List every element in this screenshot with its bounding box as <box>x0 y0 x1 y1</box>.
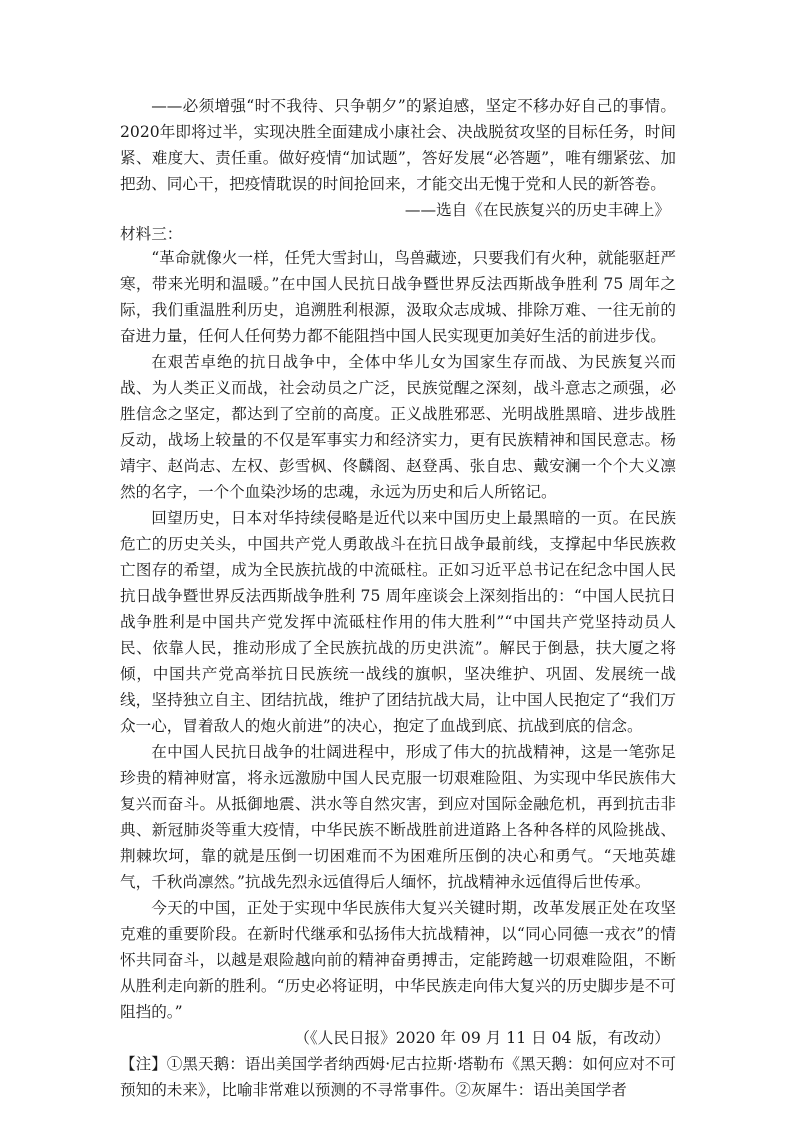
material-three-paragraph-2: 在艰苦卓绝的抗日战争中，全体中华儿女为国家生存而战、为民族复兴而战、为人类正义而战，社会动员之广泛，民族觉醒之深刻，战斗意志之顽强，必胜信念之坚定，都达到了空前的高度。正义战胜邪恶、光明战胜黑暗、进步战胜反动，战场上较量的不仅是军事实力和经济实力，更有民族精神和国民意志。杨靖宇、赵尚志、左权、彭雪枫、佟麟阁、赵登禹、张自忠、戴安澜一个个大义凛然的名字，一个个血染沙场的忠魂，永远为历史和后人所铭记。 <box>120 353 676 501</box>
material-three-source: （《人民日报》2020 年 09 月 11 日 04 版，有改动） <box>294 1029 670 1047</box>
material-three-label: 材料三： <box>120 225 183 243</box>
material-three-paragraph-5: 今天的中国，正处于实现中华民族伟大复兴关键时期，改革发展正处在攻坚克难的重要阶段。在新时代继承和弘扬伟大抗战精神，以“同心同德一戎衣”的情怀共同奋斗，以越是艰险越向前的精神奋勇搏击，定能跨越一切艰难险阻，不断从胜利走向新的胜利。“历史必将证明，中华民族走向伟大复兴的历史脚步是不可阻挡的。” <box>120 899 676 1021</box>
material-two-source: ——选自《在民族复兴的历史丰碑上》 <box>404 201 670 219</box>
material-three-paragraph-1: “革命就像火一样，任凭大雪封山，鸟兽藏迹，只要我们有火种，就能驱赶严寒，带来光明和温暖。”在中国人民抗日战争暨世界反法西斯战争胜利 75 周年之际，我们重温胜利历史，追溯胜利根源，汲取众志成城、排除万难、一往无前的奋进力量，任何人任何势力都不能阻挡中国人民实现更加美好生活的前进步伐。 <box>120 249 676 345</box>
material-two-closing-paragraph: ——必须增强“时不我待、只争朝夕”的紧迫感，坚定不移办好自己的事情。2020年即将过半，实现决胜全面建成小康社会、决战脱贫攻坚的目标任务，时间紧、难度大、责任重。做好疫情“加试题”，答好发展“必答题”，唯有绷紧弦、加把劲、同心干，把疫情耽误的时间抢回来，才能交出无愧于党和人民的新答卷。 <box>120 97 676 193</box>
material-three-paragraph-3: 回望历史，日本对华持续侵略是近代以来中国历史上最黑暗的一页。在民族危亡的历史关头，中国共产党人勇敢战斗在抗日战争最前线，支撑起中华民族救亡图存的希望，成为全民族抗战的中流砥柱。正如习近平总书记在纪念中国人民抗日战争暨世界反法西斯战争胜利 75 周年座谈会上深刻指出的：“中国人民抗日战争胜利是中国共产党发挥中流砥柱作用的伟大胜利”“中国共产党坚持动员人民、依靠人民，推动形成了全民族抗战的历史洪流”。解民于倒悬，扶大厦之将倾，中国共产党高举抗日民族统一战线的旗帜，坚决维护、巩固、发展统一战线，坚持独立自主、团结抗战，维护了团结抗战大局，让中国人民抱定了“我们万众一心，冒着敌人的炮火前进”的决心，抱定了血战到底、抗战到底的信念。 <box>120 509 676 735</box>
annotation-note: 【注】①黑天鹅：语出美国学者纳西姆·尼古拉斯·塔勒布《黑天鹅：如何应对不可预知的未来》，比喻非常难以预测的不寻常事件。②灰犀牛：语出美国学者 <box>120 1055 676 1099</box>
material-three-paragraph-4: 在中国人民抗日战争的壮阔进程中，形成了伟大的抗战精神，这是一笔弥足珍贵的精神财富，将永远激励中国人民克服一切艰难险阻、为实现中华民族伟大复兴而奋斗。从抵御地震、洪水等自然灾害，到应对国际金融危机，再到抗击非典、新冠肺炎等重大疫情，中华民族不断战胜前进道路上各种各样的风险挑战、荆棘坎坷，靠的就是压倒一切困难而不为困难所压倒的决心和勇气。“天地英雄气，千秋尚凛然。”抗战先烈永远值得后人缅怀，抗战精神永远值得后世传承。 <box>120 743 676 891</box>
document-page <box>120 93 676 1103</box>
